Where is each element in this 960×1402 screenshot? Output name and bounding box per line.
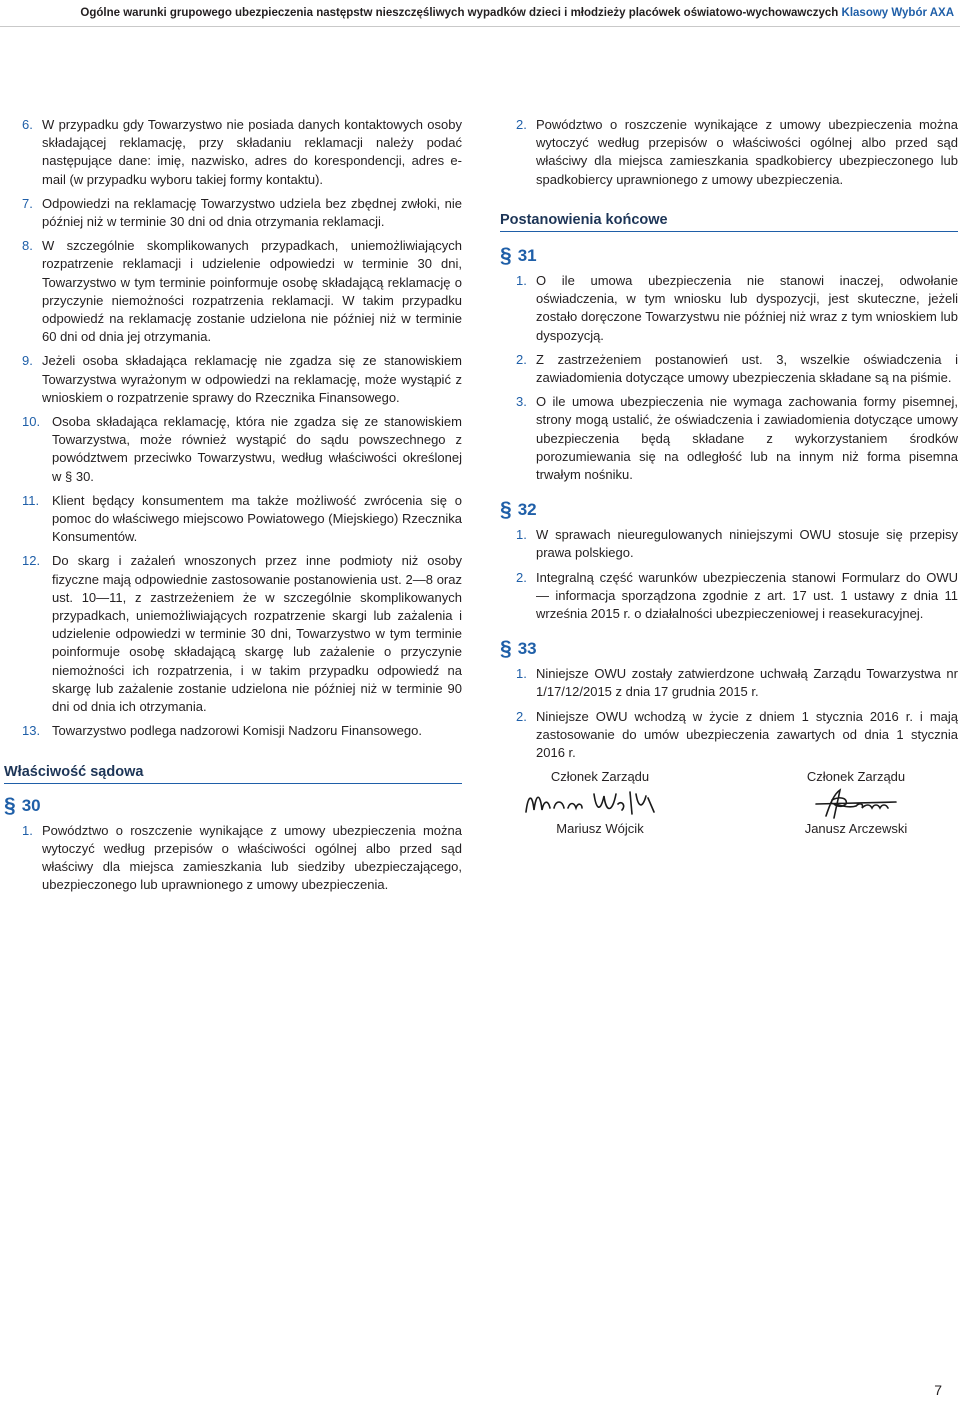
item-number: 1. bbox=[516, 666, 527, 682]
list-item bbox=[22, 116, 462, 189]
section-sign-icon: § bbox=[4, 793, 16, 817]
handwritten-signature-icon bbox=[776, 786, 936, 820]
signature-block-2 bbox=[756, 768, 956, 838]
handwritten-signature-icon bbox=[520, 786, 680, 820]
item-number: 10. bbox=[22, 414, 41, 430]
item-text: Osoba składająca reklamację, która nie zgadza się ze stanowiskiem Towarzystwa, może również wystąpić do sądu powszechnego z powództwem przeciwko Towarzystwu, według właściwości określonej w § 30. bbox=[52, 414, 462, 484]
item-number: 2. bbox=[516, 351, 527, 367]
list-item bbox=[22, 552, 462, 716]
paragraph-number: 33 bbox=[517, 639, 537, 659]
paragraph-number: 32 bbox=[517, 500, 537, 520]
item-number: 1. bbox=[22, 822, 33, 838]
signature-role: Członek Zarządu bbox=[550, 769, 650, 784]
list-item bbox=[516, 272, 958, 345]
page-number: 7 bbox=[934, 1382, 942, 1398]
item-number: 7. bbox=[22, 195, 33, 211]
list-item bbox=[516, 526, 958, 562]
signature-name: Janusz Arczewski bbox=[804, 821, 908, 836]
item-text: Niniejsze OWU zostały zatwierdzone uchwałą Zarządu Towarzystwa nr 1/17/12/2015 z dnia 17 grudnia 2015 r. bbox=[536, 666, 958, 700]
item-text: Jeżeli osoba składająca reklamację nie zgadza się ze stanowiskiem Towarzystwa wyrażonym w odpowiedzi na reklamację, może wystąpić z wnioskiem o rozpatrzenie sprawy do Rzecznika Finansowego. bbox=[42, 353, 462, 405]
list-item bbox=[22, 492, 462, 547]
list-item bbox=[516, 665, 958, 701]
running-header bbox=[0, 0, 960, 27]
item-number: 2. bbox=[516, 708, 527, 724]
paragraph-number: 31 bbox=[517, 245, 537, 265]
signature-name: Mariusz Wójcik bbox=[556, 821, 644, 836]
paragraph-number: 30 bbox=[21, 795, 41, 815]
item-text: Powództwo o roszczenie wynikające z umowy ubezpieczenia można wytoczyć według przepisów o właściwości ogólnej albo przed sąd właściwy dla miejsca zamieszkania spadkobiercy ubezpieczonego lub spadkobiercy uprawnionego z umowy ubezpieczenia. bbox=[536, 117, 958, 187]
list-item bbox=[516, 569, 958, 624]
header-brand: Klasowy Wybór AXA bbox=[841, 7, 954, 19]
item-number: 6. bbox=[22, 117, 33, 132]
section-sign-icon: § bbox=[500, 498, 512, 522]
section-sign-icon: § bbox=[500, 243, 512, 267]
list-item bbox=[22, 237, 462, 346]
item-number: 1. bbox=[516, 527, 527, 543]
list-item bbox=[22, 195, 462, 231]
signature-block-1 bbox=[500, 768, 700, 838]
item-text: Towarzystwo podlega nadzorowi Komisji Nadzoru Finansowego. bbox=[52, 723, 422, 739]
item-number: 12. bbox=[22, 553, 41, 569]
list-item bbox=[516, 393, 958, 484]
section-sign-icon: § bbox=[500, 637, 512, 661]
list-item bbox=[22, 822, 462, 895]
section-title-jurisdiction: Właściwość sądowa bbox=[4, 763, 462, 784]
list-item bbox=[516, 351, 958, 387]
item-text: W szczególnie skomplikowanych przypadkach, uniemożliwiających rozpatrzenie reklamacji i udzielenie odpowiedzi w terminie 30 dni, Towarzystwo w tym terminie poinformuje osobę składającą reklamację o przyczynie niemożności rozpatrzenia reklamacji. W takim przypadku odpowiedź na reklamację zostanie udzielona nie później niż w terminie 60 dni od dnia jej otrzymania. bbox=[42, 238, 462, 345]
list-item bbox=[22, 722, 462, 740]
item-number: 3. bbox=[516, 394, 527, 410]
paragraph-heading-31 bbox=[500, 244, 958, 268]
item-text: W sprawach nieuregulowanych niniejszymi OWU stosuje się przepisy prawa polskiego. bbox=[536, 527, 958, 561]
item-text: O ile umowa ubezpieczenia nie wymaga zachowania formy pisemnej, strony mogą ustalić, że oświadczenia i zawiadomienia dotyczące umowy ubezpieczenia będą składane z wykorzystaniem środków porozumiewania się na odległość lub na innym niż forma pisemna trwałym nośniku. bbox=[536, 394, 958, 483]
item-text: W przypadku gdy Towarzystwo nie posiada danych kontaktowych osoby składającej reklamację, przy składaniu reklamacji należy podać następujące dane: imię, nazwisko, adres do korespondencji, adres e-mail (w przypadku wyboru takiej formy kontaktu). bbox=[42, 117, 462, 187]
paragraph-heading-30 bbox=[4, 794, 462, 818]
item-number: 11. bbox=[22, 492, 40, 508]
item-text: Klient będący konsumentem ma także możliwość zwrócenia się o pomoc do właściwego miejscowo Powiatowego (Miejskiego) Rzecznika Konsumentów. bbox=[52, 492, 462, 545]
paragraph-heading-32 bbox=[500, 498, 958, 522]
left-column bbox=[4, 116, 462, 901]
right-column bbox=[500, 116, 958, 768]
header-title: Ogólne warunki grupowego ubezpieczenia następstw nieszczęśliwych wypadków dzieci i młodzieży placówek oświatowo-wychowawczych bbox=[80, 7, 839, 19]
list-item bbox=[22, 352, 462, 407]
item-text: O ile umowa ubezpieczenia nie stanowi inaczej, odwołanie oświadczenia, w tym wniosku lub dyspozycji, jest skuteczne, jeżeli zostało doręczone Towarzystwu nie później niż wraz z tym wnioskiem lub dyspozycją. bbox=[536, 273, 958, 343]
item-number: 2. bbox=[516, 569, 527, 585]
section-title-final-provisions: Postanowienia końcowe bbox=[500, 211, 958, 232]
item-number: 1. bbox=[516, 273, 527, 289]
item-number: 13. bbox=[22, 723, 41, 739]
list-item bbox=[516, 116, 958, 189]
signature-role: Członek Zarządu bbox=[806, 769, 906, 784]
item-text: Z zastrzeżeniem postanowień ust. 3, wszelkie oświadczenia i zawiadomienia dotyczące umowy ubezpieczenia składane są na piśmie. bbox=[536, 351, 958, 386]
item-number: 9. bbox=[22, 353, 33, 369]
item-text: Odpowiedzi na reklamację Towarzystwo udziela bez zbędnej zwłoki, nie później niż w terminie 30 dni od dnia otrzymania reklamacji. bbox=[42, 195, 462, 230]
item-number: 8. bbox=[22, 238, 33, 254]
list-item bbox=[516, 708, 958, 763]
item-text: Niniejsze OWU wchodzą w życie z dniem 1 stycznia 2016 r. i mają zastosowanie do umów ubezpieczenia zawartych od dnia 1 stycznia 2016 r. bbox=[536, 708, 958, 761]
list-item bbox=[22, 413, 462, 486]
paragraph-heading-33 bbox=[500, 637, 958, 661]
item-text: Integralną część warunków ubezpieczenia stanowi Formularz do OWU — informacja sporządzona zgodnie z art. 17 ust. 1 ustawy z dnia 11 września 2015 r. o działalności ubezpieczeniowej i reasekuracyjnej. bbox=[536, 569, 958, 622]
item-text: Do skarg i zażaleń wnoszonych przez inne podmioty niż osoby fizyczne mają odpowiednie zastosowanie postanowienia ust. 2—8 oraz ust. 10—11, z zastrzeżeniem że w szczególnie skomplikowanych przypadkach, uniemożliwiających rozpatrzenie skargi lub zażalenia i udzielenie odpowiedzi w terminie 30 dni, Towarzystwo w tym terminie poinformuje osobę składającą skargę lub zażalenie o przyczynie niemożności ich rozpatrzenia, i w takim przypadku odpowiedź na skargę lub zażalenie zostanie udzielona nie później niż w terminie 90 dni od dnia ich otrzymania. bbox=[52, 553, 462, 715]
item-text: Powództwo o roszczenie wynikające z umowy ubezpieczenia można wytoczyć według przepisów o właściwości ogólnej albo przed sąd właściwy dla miejsca zamieszkania lub siedziby ubezpieczającego, ubezpieczonego lub uprawnionego z umowy ubezpieczenia. bbox=[42, 822, 462, 893]
item-number: 2. bbox=[516, 117, 527, 132]
